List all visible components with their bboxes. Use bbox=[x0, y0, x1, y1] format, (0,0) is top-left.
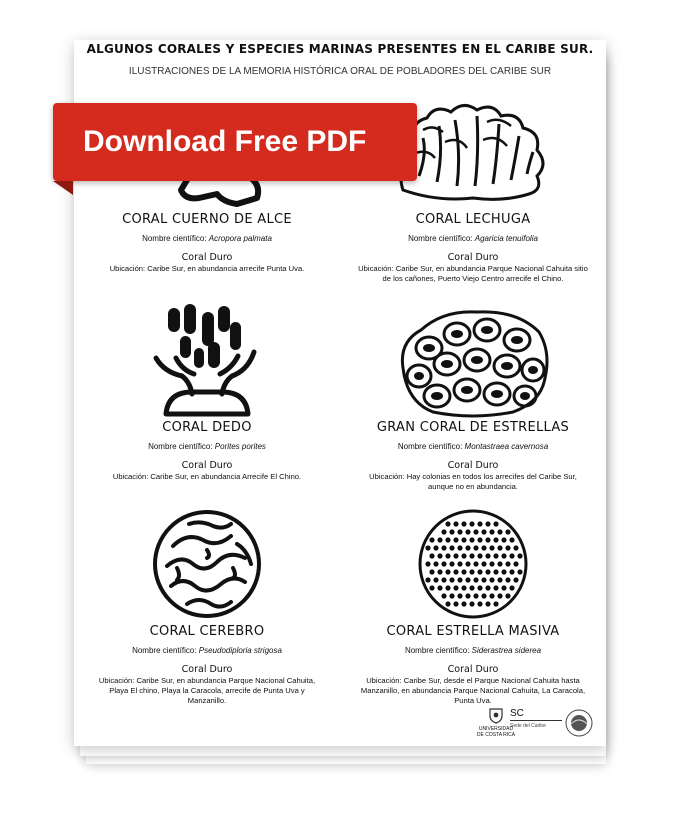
coral-type: Coral Duro bbox=[181, 460, 233, 471]
coral-polyp-dot bbox=[437, 537, 442, 542]
coral-name: CORAL DEDO bbox=[162, 420, 252, 435]
document-subtitle: ILUSTRACIONES DE LA MEMORIA HISTÓRICA ORAL DE POBLADORES DEL CARIBE SUR bbox=[128, 66, 552, 77]
coral-polyp-dot bbox=[493, 537, 498, 542]
coral-polyp-dot bbox=[509, 569, 514, 574]
great-star-coral-illustration bbox=[393, 302, 553, 418]
coral-polyp-dot bbox=[441, 529, 446, 534]
coral-polyp-dot bbox=[469, 569, 474, 574]
coral-polyp-dot bbox=[477, 537, 482, 542]
coral-polyp-dot bbox=[425, 561, 430, 566]
coral-polyp-dot bbox=[493, 585, 498, 590]
coral-polyp-dot bbox=[501, 553, 506, 558]
coral-polyp-dot bbox=[485, 585, 490, 590]
coral-polyp-dot bbox=[473, 529, 478, 534]
circular-seal-icon bbox=[562, 708, 596, 738]
coral-type: Coral Duro bbox=[181, 664, 233, 675]
coral-polyp-dot bbox=[477, 585, 482, 590]
coral-polyp-dot bbox=[473, 545, 478, 550]
coral-polyp-dot bbox=[513, 577, 518, 582]
coral-polyp-dot bbox=[453, 553, 458, 558]
coral-polyp-dot bbox=[461, 553, 466, 558]
coral-polyp-dot bbox=[445, 537, 450, 542]
coral-polyp-dot bbox=[433, 545, 438, 550]
coral-polyp-dot bbox=[505, 561, 510, 566]
coral-polyp-dot bbox=[449, 577, 454, 582]
coral-polyp-dot bbox=[477, 521, 482, 526]
coral-polyp-dot bbox=[461, 537, 466, 542]
document-title: ALGUNOS CORALES Y ESPECIES MARINAS PRESENTES EN EL CARIBE SUR. bbox=[86, 42, 594, 56]
coral-type: Coral Duro bbox=[447, 664, 499, 675]
coral-polyp-dot bbox=[481, 529, 486, 534]
ucr-shield-icon bbox=[489, 708, 503, 724]
coral-polyp-dot bbox=[453, 537, 458, 542]
coral-polyp-dot bbox=[457, 593, 462, 598]
coral-polyp-dot bbox=[457, 545, 462, 550]
coral-polyp-dot bbox=[441, 577, 446, 582]
coral-polyp-dot bbox=[497, 593, 502, 598]
coral-card-gran-coral-de-estrellas bbox=[340, 302, 606, 492]
coral-polyp-dot bbox=[481, 593, 486, 598]
coral-polyp-dot bbox=[465, 545, 470, 550]
coral-card-dedo bbox=[74, 302, 340, 482]
coral-polyp-dot bbox=[505, 577, 510, 582]
coral-polyp-dot bbox=[461, 521, 466, 526]
coral-polyp-dot bbox=[445, 521, 450, 526]
coral-polyp-dot bbox=[481, 545, 486, 550]
coral-polyp-dot bbox=[433, 561, 438, 566]
scientific-name: Nombre científico: Acropora palmata bbox=[142, 234, 272, 243]
coral-polyp-dot bbox=[505, 529, 510, 534]
coral-polyp-dot bbox=[517, 553, 522, 558]
coral-polyp-dot bbox=[453, 601, 458, 606]
coral-polyp-dot bbox=[457, 529, 462, 534]
coral-polyp-dot bbox=[461, 585, 466, 590]
coral-polyp-dot bbox=[497, 561, 502, 566]
coral-location: Ubicación: Caribe Sur, en abundancia Arrecife El Chino. bbox=[112, 472, 302, 481]
coral-polyp-dot bbox=[501, 585, 506, 590]
coral-name: CORAL CEREBRO bbox=[149, 624, 265, 639]
coral-name: GRAN CORAL DE ESTRELLAS bbox=[376, 420, 570, 435]
coral-polyp-dot bbox=[489, 593, 494, 598]
coral-polyp-dot bbox=[445, 601, 450, 606]
coral-polyp-dot bbox=[477, 569, 482, 574]
coral-polyp-dot bbox=[501, 569, 506, 574]
coral-polyp-dot bbox=[469, 601, 474, 606]
project-seal-logo bbox=[562, 708, 598, 740]
coral-polyp-dot bbox=[445, 585, 450, 590]
coral-polyp-dot bbox=[485, 601, 490, 606]
coral-polyp-dot bbox=[489, 529, 494, 534]
coral-card-estrella-masiva bbox=[340, 506, 606, 706]
coral-polyp-dot bbox=[517, 569, 522, 574]
coral-polyp-dot bbox=[457, 577, 462, 582]
coral-polyp-dot bbox=[481, 577, 486, 582]
coral-polyp-dot bbox=[437, 569, 442, 574]
coral-location: Ubicación: Caribe Sur, desde el Parque Nacional Cahuita hasta Manzanillo, en abundancia Parque Nacional Cahuita, La Caracola, Punta Uva. bbox=[360, 676, 586, 705]
massive-starlet-coral-illustration bbox=[413, 506, 533, 622]
coral-polyp-dot bbox=[425, 577, 430, 582]
scientific-name: Nombre científico: Agaricia tenuifolia bbox=[408, 234, 538, 243]
coral-polyp-dot bbox=[429, 569, 434, 574]
coral-polyp-dot bbox=[465, 593, 470, 598]
coral-polyp-dot bbox=[453, 521, 458, 526]
coral-name: CORAL CUERNO DE ALCE bbox=[122, 212, 292, 227]
coral-polyp-dot bbox=[465, 577, 470, 582]
coral-polyp-dot bbox=[449, 529, 454, 534]
coral-polyp-dot bbox=[433, 577, 438, 582]
coral-polyp-dot bbox=[509, 585, 514, 590]
coral-polyp-dot bbox=[509, 537, 514, 542]
coral-location: Ubicación: Hay colonias en todos los arrecifes del Caribe Sur, aunque no en abundancia. bbox=[369, 472, 577, 491]
coral-polyp-dot bbox=[469, 585, 474, 590]
coral-polyp-dot bbox=[481, 561, 486, 566]
coral-polyp-dot bbox=[473, 577, 478, 582]
coral-polyp-dot bbox=[453, 585, 458, 590]
sede-caribe-logo bbox=[510, 708, 562, 740]
coral-location: Ubicación: Caribe Sur, en abundancia Parque Nacional Cahuita, Playa El chino, Playa la Caracola, arrecife de Punta Uva y Manzanillo. bbox=[98, 676, 316, 705]
coral-polyp-dot bbox=[469, 537, 474, 542]
sc-label: SC bbox=[510, 708, 562, 721]
coral-polyp-dot bbox=[497, 545, 502, 550]
coral-polyp-dot bbox=[505, 545, 510, 550]
coral-polyp-dot bbox=[493, 569, 498, 574]
coral-polyp-dot bbox=[497, 577, 502, 582]
coral-polyp-dot bbox=[501, 537, 506, 542]
banner-fold-decoration bbox=[53, 181, 73, 195]
coral-polyp-dot bbox=[461, 569, 466, 574]
scientific-name: Nombre científico: Pseudodiploria strigosa bbox=[132, 646, 282, 655]
coral-name: CORAL ESTRELLA MASIVA bbox=[386, 624, 560, 639]
coral-polyp-dot bbox=[441, 545, 446, 550]
coral-type: Coral Duro bbox=[447, 460, 499, 471]
finger-coral-illustration bbox=[142, 302, 272, 418]
coral-polyp-dot bbox=[469, 521, 474, 526]
coral-polyp-dot bbox=[425, 545, 430, 550]
coral-polyp-dot bbox=[477, 553, 482, 558]
coral-polyp-dot bbox=[445, 553, 450, 558]
coral-location: Ubicación: Caribe Sur, en abundancia Parque Nacional Cahuita sitio de los cañones, Puerto Viejo Centro arrecife el Chino. bbox=[358, 264, 588, 283]
coral-polyp-dot bbox=[477, 601, 482, 606]
coral-type: Coral Duro bbox=[181, 252, 233, 263]
coral-polyp-dot bbox=[485, 537, 490, 542]
coral-polyp-dot bbox=[457, 561, 462, 566]
coral-polyp-dot bbox=[473, 593, 478, 598]
coral-polyp-dot bbox=[465, 529, 470, 534]
coral-polyp-dot bbox=[513, 561, 518, 566]
coral-polyp-dot bbox=[445, 569, 450, 574]
coral-polyp-dot bbox=[469, 553, 474, 558]
coral-type: Coral Duro bbox=[447, 252, 499, 263]
coral-polyp-dot bbox=[513, 545, 518, 550]
coral-card-cerebro bbox=[74, 506, 340, 706]
coral-polyp-dot bbox=[485, 521, 490, 526]
coral-polyp-dot bbox=[449, 561, 454, 566]
coral-polyp-dot bbox=[505, 593, 510, 598]
coral-polyp-dot bbox=[429, 585, 434, 590]
sc-detail: Sede del Caribe bbox=[510, 723, 546, 729]
scientific-name: Nombre científico: Porites porites bbox=[148, 442, 266, 451]
coral-polyp-dot bbox=[509, 553, 514, 558]
coral-polyp-dot bbox=[473, 561, 478, 566]
coral-polyp-dot bbox=[453, 569, 458, 574]
coral-polyp-dot bbox=[489, 545, 494, 550]
coral-polyp-dot bbox=[489, 577, 494, 582]
coral-polyp-dot bbox=[485, 569, 490, 574]
coral-polyp-dot bbox=[485, 553, 490, 558]
coral-polyp-dot bbox=[437, 553, 442, 558]
coral-polyp-dot bbox=[493, 521, 498, 526]
coral-polyp-dot bbox=[493, 553, 498, 558]
coral-polyp-dot bbox=[461, 601, 466, 606]
scientific-name: Nombre científico: Siderastrea siderea bbox=[404, 646, 542, 655]
brain-coral-illustration bbox=[147, 506, 267, 622]
coral-polyp-dot bbox=[449, 545, 454, 550]
ucr-label: UNIVERSIDAD DE COSTA RICA bbox=[476, 726, 516, 738]
coral-polyp-dot bbox=[441, 593, 446, 598]
scientific-name: Nombre científico: Montastraea cavernosa bbox=[397, 442, 549, 451]
coral-location: Ubicación: Caribe Sur, en abundancia arrecife Punta Uva. bbox=[109, 264, 305, 273]
coral-polyp-dot bbox=[449, 593, 454, 598]
coral-polyp-dot bbox=[493, 601, 498, 606]
coral-name: CORAL LECHUGA bbox=[415, 212, 531, 227]
coral-polyp-dot bbox=[497, 529, 502, 534]
coral-polyp-dot bbox=[429, 537, 434, 542]
coral-polyp-dot bbox=[437, 585, 442, 590]
coral-polyp-dot bbox=[441, 561, 446, 566]
coral-polyp-dot bbox=[429, 553, 434, 558]
coral-polyp-dot bbox=[465, 561, 470, 566]
coral-polyp-dot bbox=[489, 561, 494, 566]
download-pdf-button[interactable]: Download Free PDF bbox=[53, 103, 417, 181]
